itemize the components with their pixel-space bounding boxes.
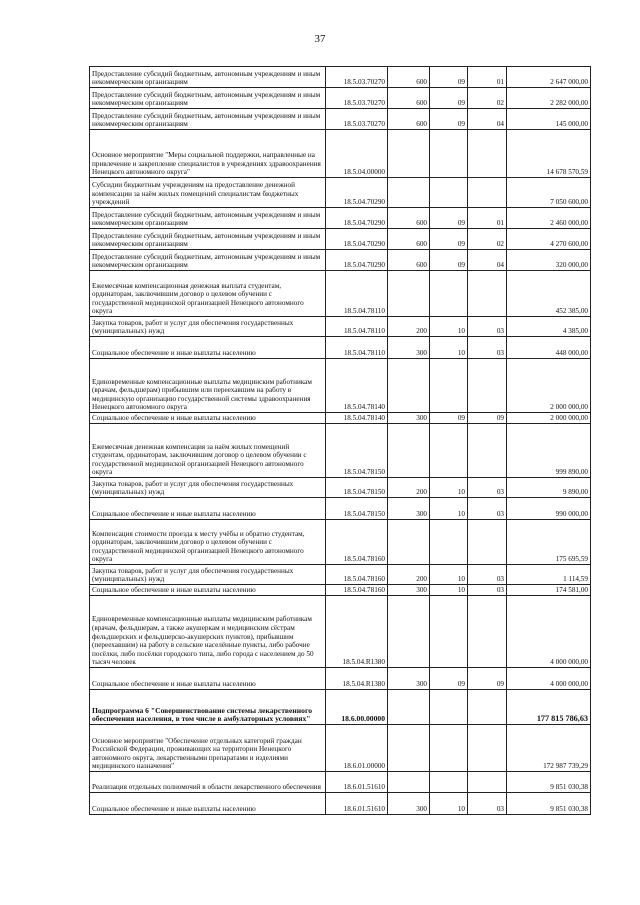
- row-expense-type-cell: 300: [388, 498, 430, 520]
- row-expense-type-cell: 300: [388, 585, 430, 596]
- row-code-cell: 18.6.01.51610: [326, 793, 388, 815]
- row-code-cell: 18.5.03.70270: [326, 109, 388, 130]
- row-expense-type-cell: [388, 359, 430, 413]
- row-subsection-cell: 02: [468, 88, 507, 109]
- table-row: [90, 690, 591, 725]
- table-row: [90, 271, 591, 317]
- row-amount-cell: 174 581,00: [507, 585, 591, 596]
- row-section-cell: 09: [430, 88, 468, 109]
- row-code-cell: 18.5.04.78160: [326, 585, 388, 596]
- row-name-cell: Единовременные компенсационные выплаты медицинским работникам (врачам, фельдшерам) прибывшим или переехавшим на работу в медицинскую организацию государственной системы здравоохранения Ненецкого автономного округа: [90, 359, 326, 413]
- row-expense-type-cell: 200: [388, 565, 430, 585]
- row-code-cell: 18.6.01.51610: [326, 772, 388, 793]
- row-section-cell: 10: [430, 337, 468, 359]
- table-row: [90, 130, 591, 178]
- row-expense-type-cell: [388, 271, 430, 317]
- row-code-cell: 18.6.00.00000: [326, 690, 388, 725]
- row-subsection-cell: [468, 725, 507, 772]
- row-expense-type-cell: [388, 520, 430, 565]
- row-section-cell: 09: [430, 413, 468, 424]
- table-row: [90, 178, 591, 208]
- row-code-cell: 18.5.04.R1380: [326, 596, 388, 668]
- row-subsection-cell: [468, 690, 507, 725]
- row-subsection-cell: 04: [468, 250, 507, 271]
- row-expense-type-cell: 300: [388, 793, 430, 815]
- row-expense-type-cell: [388, 596, 430, 668]
- row-expense-type-cell: 600: [388, 88, 430, 109]
- row-subsection-cell: 01: [468, 67, 507, 88]
- row-section-cell: 10: [430, 565, 468, 585]
- row-expense-type-cell: 600: [388, 208, 430, 229]
- table-row: [90, 359, 591, 413]
- row-subsection-cell: 03: [468, 498, 507, 520]
- table-row: [90, 88, 591, 109]
- row-expense-type-cell: [388, 178, 430, 208]
- row-subsection-cell: 09: [468, 413, 507, 424]
- row-section-cell: [430, 690, 468, 725]
- row-amount-cell: 999 890,00: [507, 424, 591, 478]
- row-name-cell: Социальное обеспечение и иные выплаты населению: [90, 337, 326, 359]
- budget-table-body: [90, 67, 591, 815]
- row-amount-cell: 2 000 000,00: [507, 359, 591, 413]
- table-row: [90, 413, 591, 424]
- row-section-cell: 09: [430, 109, 468, 130]
- row-amount-cell: 4 270 600,00: [507, 229, 591, 250]
- row-amount-cell: 177 815 786,63: [507, 690, 591, 725]
- table-row: [90, 250, 591, 271]
- row-section-cell: [430, 130, 468, 178]
- row-section-cell: 10: [430, 317, 468, 337]
- row-expense-type-cell: 600: [388, 250, 430, 271]
- row-code-cell: 18.5.04.78160: [326, 565, 388, 585]
- row-name-cell: Подпрограмма 6 "Совершенствование системы лекарственного обеспечения населения, в том числе в амбулаторных условиях": [90, 690, 326, 725]
- row-expense-type-cell: [388, 130, 430, 178]
- row-code-cell: 18.5.04.78150: [326, 478, 388, 498]
- row-section-cell: 10: [430, 478, 468, 498]
- row-subsection-cell: 03: [468, 478, 507, 498]
- row-name-cell: Ежемесячная денежная компенсация за наём жилых помещений студентам, ординаторам, заключившим договор о целевом обучении с государственной медицинской организацией Ненецкого автономного округа: [90, 424, 326, 478]
- row-name-cell: Социальное обеспечение и иные выплаты населению: [90, 498, 326, 520]
- row-amount-cell: 2 647 000,00: [507, 67, 591, 88]
- row-name-cell: Ежемесячная компенсационная денежная выплата студентам, ординаторам, заключившим договор о целевом обучении с государственной медицинской организацией Ненецкого автономного округа: [90, 271, 326, 317]
- row-amount-cell: 2 460 000,00: [507, 208, 591, 229]
- row-amount-cell: 4 000 000,00: [507, 596, 591, 668]
- row-amount-cell: 452 385,00: [507, 271, 591, 317]
- row-name-cell: Социальное обеспечение и иные выплаты населению: [90, 668, 326, 690]
- row-section-cell: 09: [430, 229, 468, 250]
- table-row: [90, 109, 591, 130]
- row-code-cell: 18.5.04.70290: [326, 178, 388, 208]
- row-amount-cell: 9 890,00: [507, 478, 591, 498]
- row-subsection-cell: [468, 424, 507, 478]
- row-expense-type-cell: 600: [388, 109, 430, 130]
- row-subsection-cell: 03: [468, 585, 507, 596]
- row-name-cell: Социальное обеспечение и иные выплаты населению: [90, 793, 326, 815]
- table-row: [90, 565, 591, 585]
- row-subsection-cell: 09: [468, 668, 507, 690]
- table-row: [90, 498, 591, 520]
- row-code-cell: 18.5.04.78150: [326, 498, 388, 520]
- row-amount-cell: 2 000 000,00: [507, 413, 591, 424]
- table-row: [90, 478, 591, 498]
- row-code-cell: 18.5.04.78160: [326, 520, 388, 565]
- row-amount-cell: 9 851 030,38: [507, 793, 591, 815]
- row-amount-cell: 2 282 000,00: [507, 88, 591, 109]
- table-row: [90, 208, 591, 229]
- row-subsection-cell: 03: [468, 337, 507, 359]
- budget-table: [89, 66, 591, 815]
- row-section-cell: 09: [430, 668, 468, 690]
- row-subsection-cell: [468, 359, 507, 413]
- row-subsection-cell: 03: [468, 565, 507, 585]
- row-expense-type-cell: [388, 772, 430, 793]
- row-section-cell: [430, 772, 468, 793]
- row-code-cell: 18.5.04.78150: [326, 424, 388, 478]
- row-code-cell: 18.5.03.70270: [326, 88, 388, 109]
- row-name-cell: Предоставление субсидий бюджетным, автономным учреждениям и иным некоммерческим организациям: [90, 88, 326, 109]
- row-name-cell: Социальное обеспечение и иные выплаты населению: [90, 585, 326, 596]
- table-row: [90, 668, 591, 690]
- table-row: [90, 725, 591, 772]
- row-amount-cell: 4 385,00: [507, 317, 591, 337]
- row-amount-cell: 320 000,00: [507, 250, 591, 271]
- row-code-cell: 18.5.04.78140: [326, 413, 388, 424]
- row-amount-cell: 1 114,59: [507, 565, 591, 585]
- row-expense-type-cell: 200: [388, 478, 430, 498]
- row-subsection-cell: [468, 772, 507, 793]
- row-section-cell: 10: [430, 498, 468, 520]
- row-section-cell: 10: [430, 793, 468, 815]
- row-amount-cell: 448 000,00: [507, 337, 591, 359]
- row-subsection-cell: 03: [468, 317, 507, 337]
- row-code-cell: 18.5.04.R1380: [326, 668, 388, 690]
- row-subsection-cell: 02: [468, 229, 507, 250]
- row-name-cell: Основное мероприятие "Меры социальной поддержки, направленные на привлечение и закрепление специалистов в учреждениях здравоохранения Ненецкого автономного округа": [90, 130, 326, 178]
- table-row: [90, 585, 591, 596]
- table-row: [90, 793, 591, 815]
- row-code-cell: 18.5.04.78110: [326, 317, 388, 337]
- row-amount-cell: 9 851 030,38: [507, 772, 591, 793]
- row-section-cell: 09: [430, 208, 468, 229]
- row-subsection-cell: [468, 596, 507, 668]
- row-code-cell: 18.5.04.78110: [326, 271, 388, 317]
- row-code-cell: 18.5.04.70290: [326, 250, 388, 271]
- row-name-cell: Социальное обеспечение и иные выплаты населению: [90, 413, 326, 424]
- row-section-cell: [430, 725, 468, 772]
- row-name-cell: Единовременные компенсационные выплаты медицинским работникам (врачам, фельдшерам, а также акушеркам и медицинским сёстрам фельдшерских и фельдшерско-акушерских пунктов), прибывшим (переехавшим) на работу в сельские населённые пункты, либо рабочие посёлки, либо посёлки городского типа, либо города с населением до 50 тысяч человек: [90, 596, 326, 668]
- row-amount-cell: 4 000 000,00: [507, 668, 591, 690]
- row-name-cell: Реализация отдельных полномочий в области лекарственного обеспечения: [90, 772, 326, 793]
- row-code-cell: 18.5.04.70290: [326, 229, 388, 250]
- row-name-cell: Предоставление субсидий бюджетным, автономным учреждениям и иным некоммерческим организациям: [90, 229, 326, 250]
- row-code-cell: 18.5.04.78110: [326, 337, 388, 359]
- row-name-cell: Закупка товаров, работ и услуг для обеспечения государственных (муниципальных) нужд: [90, 478, 326, 498]
- row-section-cell: 09: [430, 250, 468, 271]
- row-name-cell: Закупка товаров, работ и услуг для обеспечения государственных (муниципальных) нужд: [90, 317, 326, 337]
- row-subsection-cell: [468, 178, 507, 208]
- row-amount-cell: 172 987 739,29: [507, 725, 591, 772]
- row-name-cell: Субсидии бюджетным учреждениям на предоставление денежной компенсации за наём жилых помещений специалистам бюджетных учреждений: [90, 178, 326, 208]
- row-subsection-cell: [468, 271, 507, 317]
- row-section-cell: [430, 271, 468, 317]
- table-row: [90, 772, 591, 793]
- row-section-cell: 09: [430, 67, 468, 88]
- page-number: 37: [314, 33, 326, 45]
- row-subsection-cell: 01: [468, 208, 507, 229]
- row-code-cell: 18.5.04.00000: [326, 130, 388, 178]
- row-name-cell: Компенсация стоимости проезда к месту учёбы и обратно студентам, ординаторам, заключившим договор о целевом обучении с государственной медицинской организацией Ненецкого автономного округа: [90, 520, 326, 565]
- table-row: [90, 317, 591, 337]
- table-row: [90, 596, 591, 668]
- table-row: [90, 424, 591, 478]
- row-section-cell: [430, 424, 468, 478]
- row-expense-type-cell: [388, 725, 430, 772]
- row-amount-cell: 14 678 570,59: [507, 130, 591, 178]
- row-expense-type-cell: 600: [388, 67, 430, 88]
- row-code-cell: 18.5.04.78140: [326, 359, 388, 413]
- table-row: [90, 520, 591, 565]
- row-subsection-cell: 04: [468, 109, 507, 130]
- row-section-cell: 10: [430, 585, 468, 596]
- row-section-cell: [430, 178, 468, 208]
- row-section-cell: [430, 520, 468, 565]
- row-name-cell: Основное мероприятие "Обеспечение отдельных категорий граждан Российской Федерации, проживающих на территории Ненецкого автономного округа, лекарственными препаратами и изделиями медицинского назначения": [90, 725, 326, 772]
- row-amount-cell: 7 050 600,00: [507, 178, 591, 208]
- row-code-cell: 18.5.03.70270: [326, 67, 388, 88]
- row-amount-cell: 990 000,00: [507, 498, 591, 520]
- row-amount-cell: 145 000,00: [507, 109, 591, 130]
- row-expense-type-cell: 300: [388, 337, 430, 359]
- row-name-cell: Предоставление субсидий бюджетным, автономным учреждениям и иным некоммерческим организациям: [90, 109, 326, 130]
- row-name-cell: Закупка товаров, работ и услуг для обеспечения государственных (муниципальных) нужд: [90, 565, 326, 585]
- row-expense-type-cell: 600: [388, 229, 430, 250]
- row-expense-type-cell: 300: [388, 668, 430, 690]
- row-name-cell: Предоставление субсидий бюджетным, автономным учреждениям и иным некоммерческим организациям: [90, 208, 326, 229]
- table-row: [90, 337, 591, 359]
- row-section-cell: [430, 596, 468, 668]
- row-subsection-cell: [468, 520, 507, 565]
- row-amount-cell: 175 695,59: [507, 520, 591, 565]
- table-row: [90, 67, 591, 88]
- row-expense-type-cell: 200: [388, 317, 430, 337]
- row-code-cell: 18.6.01.00000: [326, 725, 388, 772]
- row-name-cell: Предоставление субсидий бюджетным, автономным учреждениям и иным некоммерческим организациям: [90, 67, 326, 88]
- row-section-cell: [430, 359, 468, 413]
- row-expense-type-cell: 300: [388, 413, 430, 424]
- row-subsection-cell: 03: [468, 793, 507, 815]
- row-name-cell: Предоставление субсидий бюджетным, автономным учреждениям и иным некоммерческим организациям: [90, 250, 326, 271]
- row-code-cell: 18.5.04.70290: [326, 208, 388, 229]
- table-row: [90, 229, 591, 250]
- row-expense-type-cell: [388, 690, 430, 725]
- row-expense-type-cell: [388, 424, 430, 478]
- row-subsection-cell: [468, 130, 507, 178]
